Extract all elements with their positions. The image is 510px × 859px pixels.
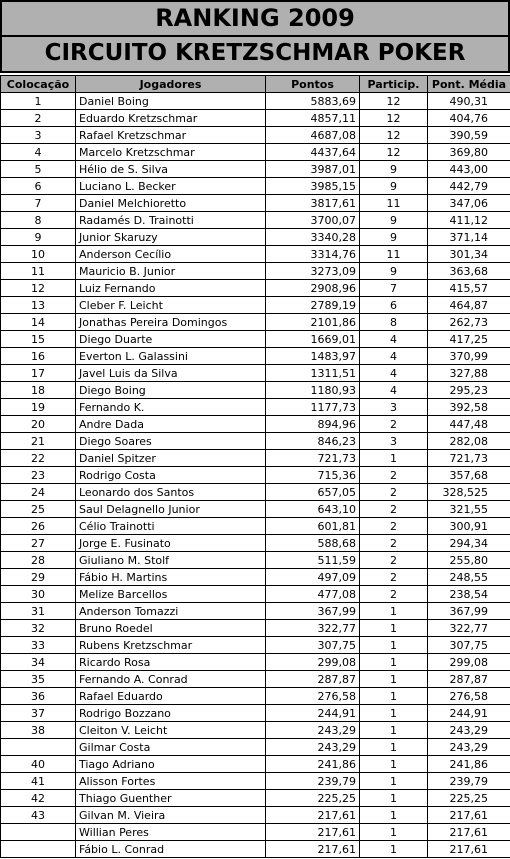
player-name-cell: Tiago Adriano (76, 756, 266, 773)
participations-cell: 9 (360, 212, 428, 229)
table-row (1, 637, 510, 654)
rank-cell: 22 (1, 450, 76, 467)
average-points-cell: 370,99 (428, 348, 510, 365)
participations-cell: 11 (360, 195, 428, 212)
participations-cell: 8 (360, 314, 428, 331)
table-row (1, 620, 510, 637)
table-row (1, 127, 510, 144)
average-points-cell: 328,525 (428, 484, 510, 501)
points-cell: 307,75 (266, 637, 360, 654)
rank-cell: 40 (1, 756, 76, 773)
rank-cell: 38 (1, 722, 76, 739)
player-name-cell: Bruno Roedel (76, 620, 266, 637)
rank-cell: 4 (1, 144, 76, 161)
player-name-cell: Mauricio B. Junior (76, 263, 266, 280)
points-cell: 241,86 (266, 756, 360, 773)
points-cell: 643,10 (266, 501, 360, 518)
points-cell: 497,09 (266, 569, 360, 586)
average-points-cell: 299,08 (428, 654, 510, 671)
points-cell: 2789,19 (266, 297, 360, 314)
participations-cell: 2 (360, 501, 428, 518)
rank-cell: 32 (1, 620, 76, 637)
table-row (1, 246, 510, 263)
rank-cell: 21 (1, 433, 76, 450)
player-name-cell: Cleiton V. Leicht (76, 722, 266, 739)
average-points-cell: 363,68 (428, 263, 510, 280)
table-row (1, 450, 510, 467)
participations-cell: 3 (360, 433, 428, 450)
points-cell: 287,87 (266, 671, 360, 688)
rank-cell: 29 (1, 569, 76, 586)
points-cell: 3987,01 (266, 161, 360, 178)
points-cell: 4437,64 (266, 144, 360, 161)
table-row (1, 773, 510, 790)
table-row (1, 161, 510, 178)
average-points-cell: 411,12 (428, 212, 510, 229)
average-points-cell: 390,59 (428, 127, 510, 144)
table-row (1, 722, 510, 739)
player-name-cell: Leonardo dos Santos (76, 484, 266, 501)
participations-cell: 1 (360, 450, 428, 467)
participations-cell: 2 (360, 467, 428, 484)
participations-cell: 1 (360, 790, 428, 807)
average-points-cell: 721,73 (428, 450, 510, 467)
points-cell: 715,36 (266, 467, 360, 484)
rank-cell: 6 (1, 178, 76, 195)
player-name-cell: Luiz Fernando (76, 280, 266, 297)
table-row (1, 535, 510, 552)
player-name-cell: Giuliano M. Stolf (76, 552, 266, 569)
points-cell: 2101,86 (266, 314, 360, 331)
rank-cell: 18 (1, 382, 76, 399)
average-points-cell: 295,23 (428, 382, 510, 399)
average-points-cell: 347,06 (428, 195, 510, 212)
player-name-cell: Célio Trainotti (76, 518, 266, 535)
points-cell: 3273,09 (266, 263, 360, 280)
player-name-cell: Daniel Melchioretto (76, 195, 266, 212)
participations-cell: 9 (360, 161, 428, 178)
rank-cell: 5 (1, 161, 76, 178)
rank-cell: 30 (1, 586, 76, 603)
table-row (1, 501, 510, 518)
player-name-cell: Rafael Kretzschmar (76, 127, 266, 144)
average-points-cell: 415,57 (428, 280, 510, 297)
participations-cell: 1 (360, 705, 428, 722)
participations-cell: 7 (360, 280, 428, 297)
player-name-cell: Luciano L. Becker (76, 178, 266, 195)
table-row (1, 331, 510, 348)
average-points-cell: 322,77 (428, 620, 510, 637)
table-row (1, 671, 510, 688)
table-row (1, 807, 510, 824)
table-row (1, 110, 510, 127)
participations-cell: 1 (360, 739, 428, 756)
table-row (1, 603, 510, 620)
participations-cell: 9 (360, 178, 428, 195)
player-name-cell: Javel Luis da Silva (76, 365, 266, 382)
rank-cell: 2 (1, 110, 76, 127)
points-cell: 1669,01 (266, 331, 360, 348)
rank-cell: 15 (1, 331, 76, 348)
rank-cell: 35 (1, 671, 76, 688)
average-points-cell: 301,34 (428, 246, 510, 263)
points-cell: 601,81 (266, 518, 360, 535)
table-row (1, 467, 510, 484)
participations-cell: 12 (360, 127, 428, 144)
rank-cell: 12 (1, 280, 76, 297)
points-cell: 276,58 (266, 688, 360, 705)
participations-cell: 1 (360, 637, 428, 654)
points-cell: 588,68 (266, 535, 360, 552)
table-row (1, 178, 510, 195)
table-row (1, 416, 510, 433)
average-points-cell: 244,91 (428, 705, 510, 722)
player-name-cell: Melize Barcellos (76, 586, 266, 603)
participations-cell: 2 (360, 535, 428, 552)
player-name-cell: Ricardo Rosa (76, 654, 266, 671)
points-cell: 1180,93 (266, 382, 360, 399)
table-row (1, 195, 510, 212)
table-row (1, 518, 510, 535)
average-points-cell: 239,79 (428, 773, 510, 790)
average-points-cell: 262,73 (428, 314, 510, 331)
table-row (1, 263, 510, 280)
points-cell: 239,79 (266, 773, 360, 790)
average-points-cell: 248,55 (428, 569, 510, 586)
participations-cell: 1 (360, 620, 428, 637)
average-points-cell: 217,61 (428, 807, 510, 824)
rank-cell: 9 (1, 229, 76, 246)
average-points-cell: 243,29 (428, 722, 510, 739)
player-name-cell: Hélio de S. Silva (76, 161, 266, 178)
table-row (1, 586, 510, 603)
average-points-cell: 442,79 (428, 178, 510, 195)
table-row (1, 93, 510, 110)
participations-cell: 1 (360, 841, 428, 858)
player-name-cell: Everton L. Galassini (76, 348, 266, 365)
table-row (1, 552, 510, 569)
player-name-cell: Diego Duarte (76, 331, 266, 348)
points-cell: 4687,08 (266, 127, 360, 144)
points-cell: 511,59 (266, 552, 360, 569)
rank-cell (1, 824, 76, 841)
player-name-cell: Fábio L. Conrad (76, 841, 266, 858)
rank-cell: 37 (1, 705, 76, 722)
rank-cell: 41 (1, 773, 76, 790)
points-cell: 1177,73 (266, 399, 360, 416)
average-points-cell: 464,87 (428, 297, 510, 314)
points-cell: 1483,97 (266, 348, 360, 365)
rank-cell: 42 (1, 790, 76, 807)
average-points-cell: 241,86 (428, 756, 510, 773)
participations-cell: 1 (360, 722, 428, 739)
participations-cell: 1 (360, 671, 428, 688)
average-points-cell: 321,55 (428, 501, 510, 518)
table-row (1, 382, 510, 399)
player-name-cell: Anderson Cecílio (76, 246, 266, 263)
rank-cell: 14 (1, 314, 76, 331)
player-name-cell: Junior Skaruzy (76, 229, 266, 246)
rank-cell: 20 (1, 416, 76, 433)
participations-cell: 6 (360, 297, 428, 314)
points-cell: 894,96 (266, 416, 360, 433)
player-name-cell: Saul Delagnello Junior (76, 501, 266, 518)
table-row (1, 705, 510, 722)
points-cell: 367,99 (266, 603, 360, 620)
table-row (1, 824, 510, 841)
table-row (1, 229, 510, 246)
player-name-cell: Fábio H. Martins (76, 569, 266, 586)
rank-cell: 26 (1, 518, 76, 535)
participations-cell: 12 (360, 93, 428, 110)
average-points-cell: 282,08 (428, 433, 510, 450)
rank-cell: 31 (1, 603, 76, 620)
table-row (1, 280, 510, 297)
column-header-jogadores: Jogadores (76, 76, 266, 93)
rank-cell: 27 (1, 535, 76, 552)
average-points-cell: 307,75 (428, 637, 510, 654)
rank-cell: 43 (1, 807, 76, 824)
average-points-cell: 417,25 (428, 331, 510, 348)
participations-cell: 11 (360, 246, 428, 263)
average-points-cell: 300,91 (428, 518, 510, 535)
participations-cell: 9 (360, 229, 428, 246)
points-cell: 4857,11 (266, 110, 360, 127)
rank-cell (1, 739, 76, 756)
participations-cell: 9 (360, 263, 428, 280)
rank-cell: 33 (1, 637, 76, 654)
participations-cell: 12 (360, 110, 428, 127)
player-name-cell: Daniel Boing (76, 93, 266, 110)
player-name-cell: Thiago Guenther (76, 790, 266, 807)
participations-cell: 1 (360, 688, 428, 705)
table-row (1, 144, 510, 161)
points-cell: 3340,28 (266, 229, 360, 246)
player-name-cell: Fernando K. (76, 399, 266, 416)
ranking-table (0, 75, 510, 858)
player-name-cell: Fernando A. Conrad (76, 671, 266, 688)
table-row (1, 399, 510, 416)
participations-cell: 1 (360, 773, 428, 790)
rank-cell: 34 (1, 654, 76, 671)
points-cell: 243,29 (266, 739, 360, 756)
player-name-cell: Marcelo Kretzschmar (76, 144, 266, 161)
points-cell: 5883,69 (266, 93, 360, 110)
average-points-cell: 371,14 (428, 229, 510, 246)
rank-cell: 17 (1, 365, 76, 382)
player-name-cell: Anderson Tomazzi (76, 603, 266, 620)
points-cell: 1311,51 (266, 365, 360, 382)
rank-cell: 23 (1, 467, 76, 484)
rank-cell: 3 (1, 127, 76, 144)
table-row (1, 212, 510, 229)
average-points-cell: 392,58 (428, 399, 510, 416)
player-name-cell: Andre Dada (76, 416, 266, 433)
player-name-cell: Rafael Eduardo (76, 688, 266, 705)
average-points-cell: 443,00 (428, 161, 510, 178)
participations-cell: 1 (360, 654, 428, 671)
participations-cell: 2 (360, 569, 428, 586)
table-row (1, 756, 510, 773)
player-name-cell: Rubens Kretzschmar (76, 637, 266, 654)
average-points-cell: 243,29 (428, 739, 510, 756)
participations-cell: 1 (360, 603, 428, 620)
table-row (1, 348, 510, 365)
rank-cell: 1 (1, 93, 76, 110)
player-name-cell: Diego Boing (76, 382, 266, 399)
points-cell: 3700,07 (266, 212, 360, 229)
player-name-cell: Eduardo Kretzschmar (76, 110, 266, 127)
rank-cell: 25 (1, 501, 76, 518)
participations-cell: 1 (360, 807, 428, 824)
player-name-cell: Daniel Spitzer (76, 450, 266, 467)
player-name-cell: Diego Soares (76, 433, 266, 450)
player-name-cell: Rodrigo Costa (76, 467, 266, 484)
table-row (1, 569, 510, 586)
points-cell: 225,25 (266, 790, 360, 807)
points-cell: 477,08 (266, 586, 360, 603)
points-cell: 721,73 (266, 450, 360, 467)
participations-cell: 4 (360, 365, 428, 382)
rank-cell (1, 841, 76, 858)
participations-cell: 12 (360, 144, 428, 161)
points-cell: 846,23 (266, 433, 360, 450)
average-points-cell: 217,61 (428, 824, 510, 841)
ranking-subtitle: CIRCUITO KRETZSCHMAR POKER (0, 37, 510, 73)
average-points-cell: 225,25 (428, 790, 510, 807)
points-cell: 217,61 (266, 841, 360, 858)
rank-cell: 16 (1, 348, 76, 365)
participations-cell: 2 (360, 586, 428, 603)
points-cell: 244,91 (266, 705, 360, 722)
player-name-cell: Willian Peres (76, 824, 266, 841)
points-cell: 3985,15 (266, 178, 360, 195)
average-points-cell: 367,99 (428, 603, 510, 620)
table-row (1, 790, 510, 807)
table-header-row (1, 76, 510, 93)
participations-cell: 2 (360, 518, 428, 535)
average-points-cell: 287,87 (428, 671, 510, 688)
table-row (1, 654, 510, 671)
points-cell: 217,61 (266, 824, 360, 841)
average-points-cell: 238,54 (428, 586, 510, 603)
rank-cell: 10 (1, 246, 76, 263)
player-name-cell: Gilmar Costa (76, 739, 266, 756)
points-cell: 243,29 (266, 722, 360, 739)
rank-cell: 11 (1, 263, 76, 280)
rank-cell: 28 (1, 552, 76, 569)
points-cell: 322,77 (266, 620, 360, 637)
participations-cell: 1 (360, 756, 428, 773)
table-row (1, 314, 510, 331)
points-cell: 217,61 (266, 807, 360, 824)
participations-cell: 4 (360, 331, 428, 348)
points-cell: 2908,96 (266, 280, 360, 297)
rank-cell: 13 (1, 297, 76, 314)
rank-cell: 24 (1, 484, 76, 501)
rank-cell: 7 (1, 195, 76, 212)
participations-cell: 2 (360, 484, 428, 501)
column-header-pontos: Pontos (266, 76, 360, 93)
rank-cell: 36 (1, 688, 76, 705)
points-cell: 657,05 (266, 484, 360, 501)
rank-cell: 19 (1, 399, 76, 416)
column-header-particip: Particip. (360, 76, 428, 93)
participations-cell: 1 (360, 824, 428, 841)
rank-cell: 8 (1, 212, 76, 229)
table-row (1, 297, 510, 314)
player-name-cell: Jonathas Pereira Domingos (76, 314, 266, 331)
participations-cell: 2 (360, 416, 428, 433)
table-row (1, 433, 510, 450)
table-row (1, 841, 510, 858)
player-name-cell: Rodrigo Bozzano (76, 705, 266, 722)
average-points-cell: 447,48 (428, 416, 510, 433)
average-points-cell: 404,76 (428, 110, 510, 127)
ranking-title: RANKING 2009 (0, 0, 510, 37)
player-name-cell: Cleber F. Leicht (76, 297, 266, 314)
table-row (1, 688, 510, 705)
average-points-cell: 294,34 (428, 535, 510, 552)
points-cell: 3314,76 (266, 246, 360, 263)
points-cell: 3817,61 (266, 195, 360, 212)
average-points-cell: 327,88 (428, 365, 510, 382)
average-points-cell: 255,80 (428, 552, 510, 569)
average-points-cell: 490,31 (428, 93, 510, 110)
player-name-cell: Radamés D. Trainotti (76, 212, 266, 229)
participations-cell: 4 (360, 382, 428, 399)
table-row (1, 365, 510, 382)
average-points-cell: 357,68 (428, 467, 510, 484)
participations-cell: 2 (360, 552, 428, 569)
average-points-cell: 369,80 (428, 144, 510, 161)
table-row (1, 739, 510, 756)
table-row (1, 484, 510, 501)
participations-cell: 3 (360, 399, 428, 416)
column-header-pont-media: Pont. Média (428, 76, 510, 93)
average-points-cell: 276,58 (428, 688, 510, 705)
average-points-cell: 217,61 (428, 841, 510, 858)
participations-cell: 4 (360, 348, 428, 365)
points-cell: 299,08 (266, 654, 360, 671)
player-name-cell: Gilvan M. Vieira (76, 807, 266, 824)
player-name-cell: Jorge E. Fusinato (76, 535, 266, 552)
column-header-colocacao: Colocação (1, 76, 76, 93)
player-name-cell: Alisson Fortes (76, 773, 266, 790)
table-body (1, 93, 510, 858)
